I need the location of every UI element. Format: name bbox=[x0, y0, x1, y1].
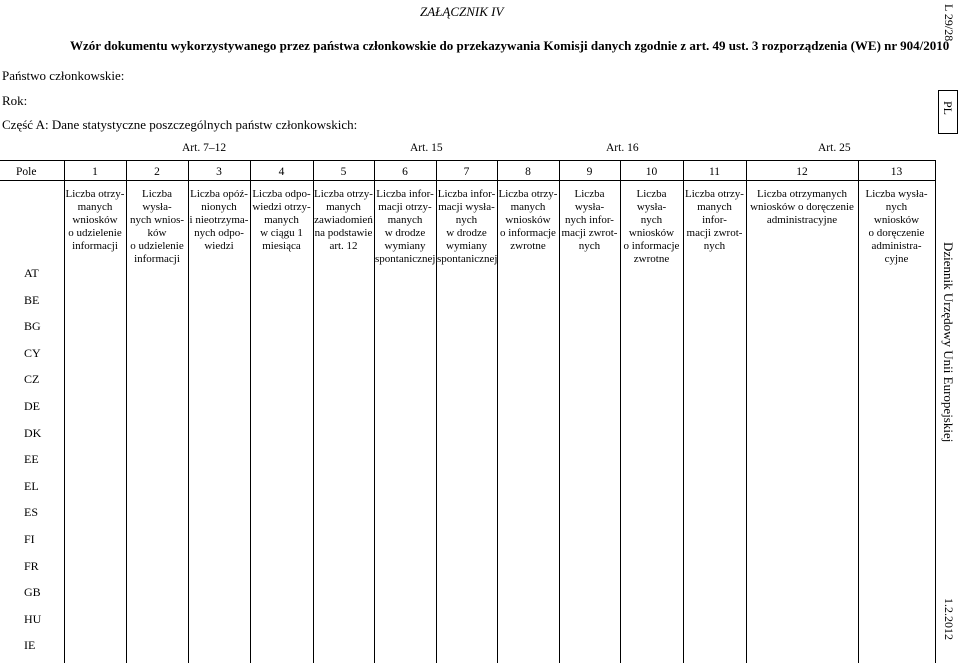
country-code: DK bbox=[24, 426, 42, 440]
country-code: BG bbox=[24, 319, 41, 333]
column-header-line: miesiąca bbox=[262, 240, 301, 252]
column-header-line: administracyjne bbox=[766, 214, 838, 226]
column-header-line: Liczba otrzymanych bbox=[756, 188, 848, 200]
country-code: AT bbox=[24, 266, 39, 280]
column-header bbox=[859, 188, 934, 266]
column-header-line: nych bbox=[703, 240, 726, 252]
column-header-line: w drodze bbox=[384, 227, 426, 239]
column-header-line: manych bbox=[326, 201, 361, 213]
column-header-line: wymiany bbox=[384, 240, 426, 252]
column-header-line: nionych bbox=[201, 201, 237, 213]
column-header-line: nych bbox=[578, 240, 601, 252]
column-header-line: w drodze bbox=[446, 227, 487, 239]
publication-date: 1.2.2012 bbox=[942, 598, 956, 640]
column-number: 7 bbox=[463, 166, 470, 178]
column-header-line: na podstawie bbox=[314, 227, 373, 239]
country-code: CZ bbox=[24, 372, 40, 386]
column-header-line: nych wnios- bbox=[129, 214, 185, 226]
column-header-line: o doręczenie bbox=[868, 227, 925, 239]
column-header-line: o informacje bbox=[623, 240, 680, 252]
column-number: 1 bbox=[92, 166, 98, 178]
column-header-line: macji otrzy- bbox=[378, 201, 432, 213]
country-code: CY bbox=[24, 346, 41, 360]
column-header-line: Liczba otrzy- bbox=[314, 188, 373, 200]
language-badge bbox=[938, 90, 958, 134]
column-divider bbox=[746, 160, 747, 663]
column-header-line: nych odpo- bbox=[194, 227, 244, 239]
column-number: 11 bbox=[708, 166, 721, 178]
column-number: 12 bbox=[796, 166, 808, 178]
year-label: Rok: bbox=[2, 93, 28, 108]
article-label-16: Art. 16 bbox=[606, 142, 639, 154]
column-header-line: administra- bbox=[871, 240, 922, 252]
column-header bbox=[747, 188, 857, 227]
column-header-line: Liczba odpo- bbox=[252, 188, 311, 200]
column-header-line: Liczba wysła- bbox=[142, 188, 172, 213]
column-header-line: manych bbox=[77, 201, 113, 213]
member-state-label: Państwo członkowskie: bbox=[2, 68, 125, 83]
column-number-rule bbox=[0, 180, 935, 181]
column-header bbox=[189, 188, 249, 253]
column-header bbox=[684, 188, 745, 253]
article-label-7-12: Art. 7–12 bbox=[182, 142, 227, 154]
table-top-rule bbox=[0, 160, 935, 161]
column-divider bbox=[935, 160, 936, 663]
column-header-line: zawiadomień bbox=[314, 214, 373, 226]
column-header bbox=[314, 188, 373, 253]
column-header-line: wniosków o doręczenie bbox=[750, 201, 854, 213]
document-title: Wzór dokumentu wykorzystywanego przez państwa członkowskie do przekazywania Komisji danych zgodnie z art. 49 ust. 3 rozporządzenia (WE) nr 904/2010 bbox=[70, 38, 950, 53]
column-header-line: zwrotne bbox=[633, 253, 670, 265]
column-header-line: wymiany bbox=[446, 240, 487, 252]
country-code: FR bbox=[24, 559, 39, 573]
column-header bbox=[127, 188, 187, 266]
article-label-25: Art. 25 bbox=[818, 142, 851, 154]
column-header-line: macji zwrot- bbox=[561, 227, 618, 239]
column-header-line: cyjne bbox=[884, 253, 909, 265]
column-number: 10 bbox=[645, 166, 658, 178]
country-code: BE bbox=[24, 293, 40, 307]
column-header-line: Liczba otrzy- bbox=[65, 188, 125, 200]
column-header bbox=[621, 188, 682, 266]
column-header-line: manych bbox=[510, 201, 546, 213]
journal-name: Dziennik Urzędowy Unii Europejskiej bbox=[941, 242, 956, 443]
page-reference: L 29/28 bbox=[942, 4, 956, 42]
column-number: 4 bbox=[278, 166, 285, 178]
article-label-15: Art. 15 bbox=[410, 142, 443, 154]
column-header-line: Liczba wysła- bbox=[865, 188, 928, 200]
column-header-line: Liczba infor- bbox=[376, 188, 434, 200]
column-header-line: i nieotrzyma- bbox=[189, 214, 249, 226]
column-header-line: o udzielenie bbox=[68, 227, 122, 239]
country-code: ES bbox=[24, 505, 39, 519]
column-header bbox=[375, 188, 435, 266]
column-header-line: wniosków bbox=[873, 214, 920, 226]
column-header-line: manych infor- bbox=[697, 201, 732, 226]
column-number: 3 bbox=[216, 166, 222, 178]
column-header-line: wniosków bbox=[72, 214, 118, 226]
column-number: 13 bbox=[890, 166, 903, 178]
country-code: EE bbox=[24, 452, 39, 466]
column-header-line: wniosków bbox=[628, 227, 675, 239]
field-label: Pole bbox=[16, 166, 37, 178]
column-header-line: Liczba otrzy- bbox=[685, 188, 744, 200]
column-header-line: w ciągu 1 bbox=[260, 227, 303, 239]
country-code: DE bbox=[24, 399, 40, 413]
column-header bbox=[251, 188, 312, 253]
column-header-line: wiedzi otrzy- bbox=[252, 201, 311, 213]
column-header bbox=[437, 188, 496, 266]
column-header-line: Liczba infor- bbox=[437, 188, 496, 200]
column-header-line: zwrotne bbox=[510, 240, 546, 252]
column-header-line: wniosków bbox=[505, 214, 551, 226]
country-code: HU bbox=[24, 612, 42, 626]
column-header-line: spontanicznej bbox=[437, 253, 498, 265]
column-header-line: nych bbox=[885, 201, 908, 213]
column-header-line: nych infor- bbox=[565, 214, 614, 226]
column-header-line: nych bbox=[455, 214, 478, 226]
country-code: IE bbox=[24, 638, 36, 652]
column-header-line: ków bbox=[147, 227, 167, 239]
column-number: 2 bbox=[154, 166, 160, 178]
column-number: 8 bbox=[525, 166, 531, 178]
part-a-label: Część A: Dane statystyczne poszczególnych państw członkowskich: bbox=[2, 117, 358, 132]
column-number: 9 bbox=[586, 166, 593, 178]
column-number: 6 bbox=[402, 166, 408, 178]
column-header-line: macji wysła- bbox=[438, 201, 495, 213]
column-header-line: o informacje bbox=[500, 227, 556, 239]
country-code: GB bbox=[24, 585, 41, 599]
column-header-line: informacji bbox=[72, 240, 118, 252]
column-header bbox=[65, 188, 125, 253]
column-header-line: o udzielenie bbox=[130, 240, 184, 252]
column-header-line: manych bbox=[387, 214, 423, 226]
country-code: EL bbox=[24, 479, 39, 493]
column-header-line: Liczba opóź- bbox=[190, 188, 248, 200]
column-header-line: spontanicznej bbox=[375, 253, 436, 265]
column-header-line: macji zwrot- bbox=[686, 227, 743, 239]
column-header bbox=[560, 188, 619, 253]
column-number: 5 bbox=[340, 166, 347, 178]
column-header-line: informacji bbox=[134, 253, 180, 265]
country-code: FI bbox=[24, 532, 35, 546]
language-code: PL bbox=[941, 101, 955, 116]
column-header-line: Liczba otrzy- bbox=[498, 188, 558, 200]
column-header-line: Liczba wysła- bbox=[574, 188, 605, 213]
column-header-line: nych bbox=[640, 214, 663, 226]
annex-title: ZAŁĄCZNIK IV bbox=[420, 4, 504, 19]
column-header-line: manych bbox=[264, 214, 299, 226]
column-header-line: wiedzi bbox=[204, 240, 234, 252]
column-header bbox=[498, 188, 558, 253]
column-header-line: Liczba wysła- bbox=[636, 188, 667, 213]
column-header-line: art. 12 bbox=[329, 240, 358, 252]
